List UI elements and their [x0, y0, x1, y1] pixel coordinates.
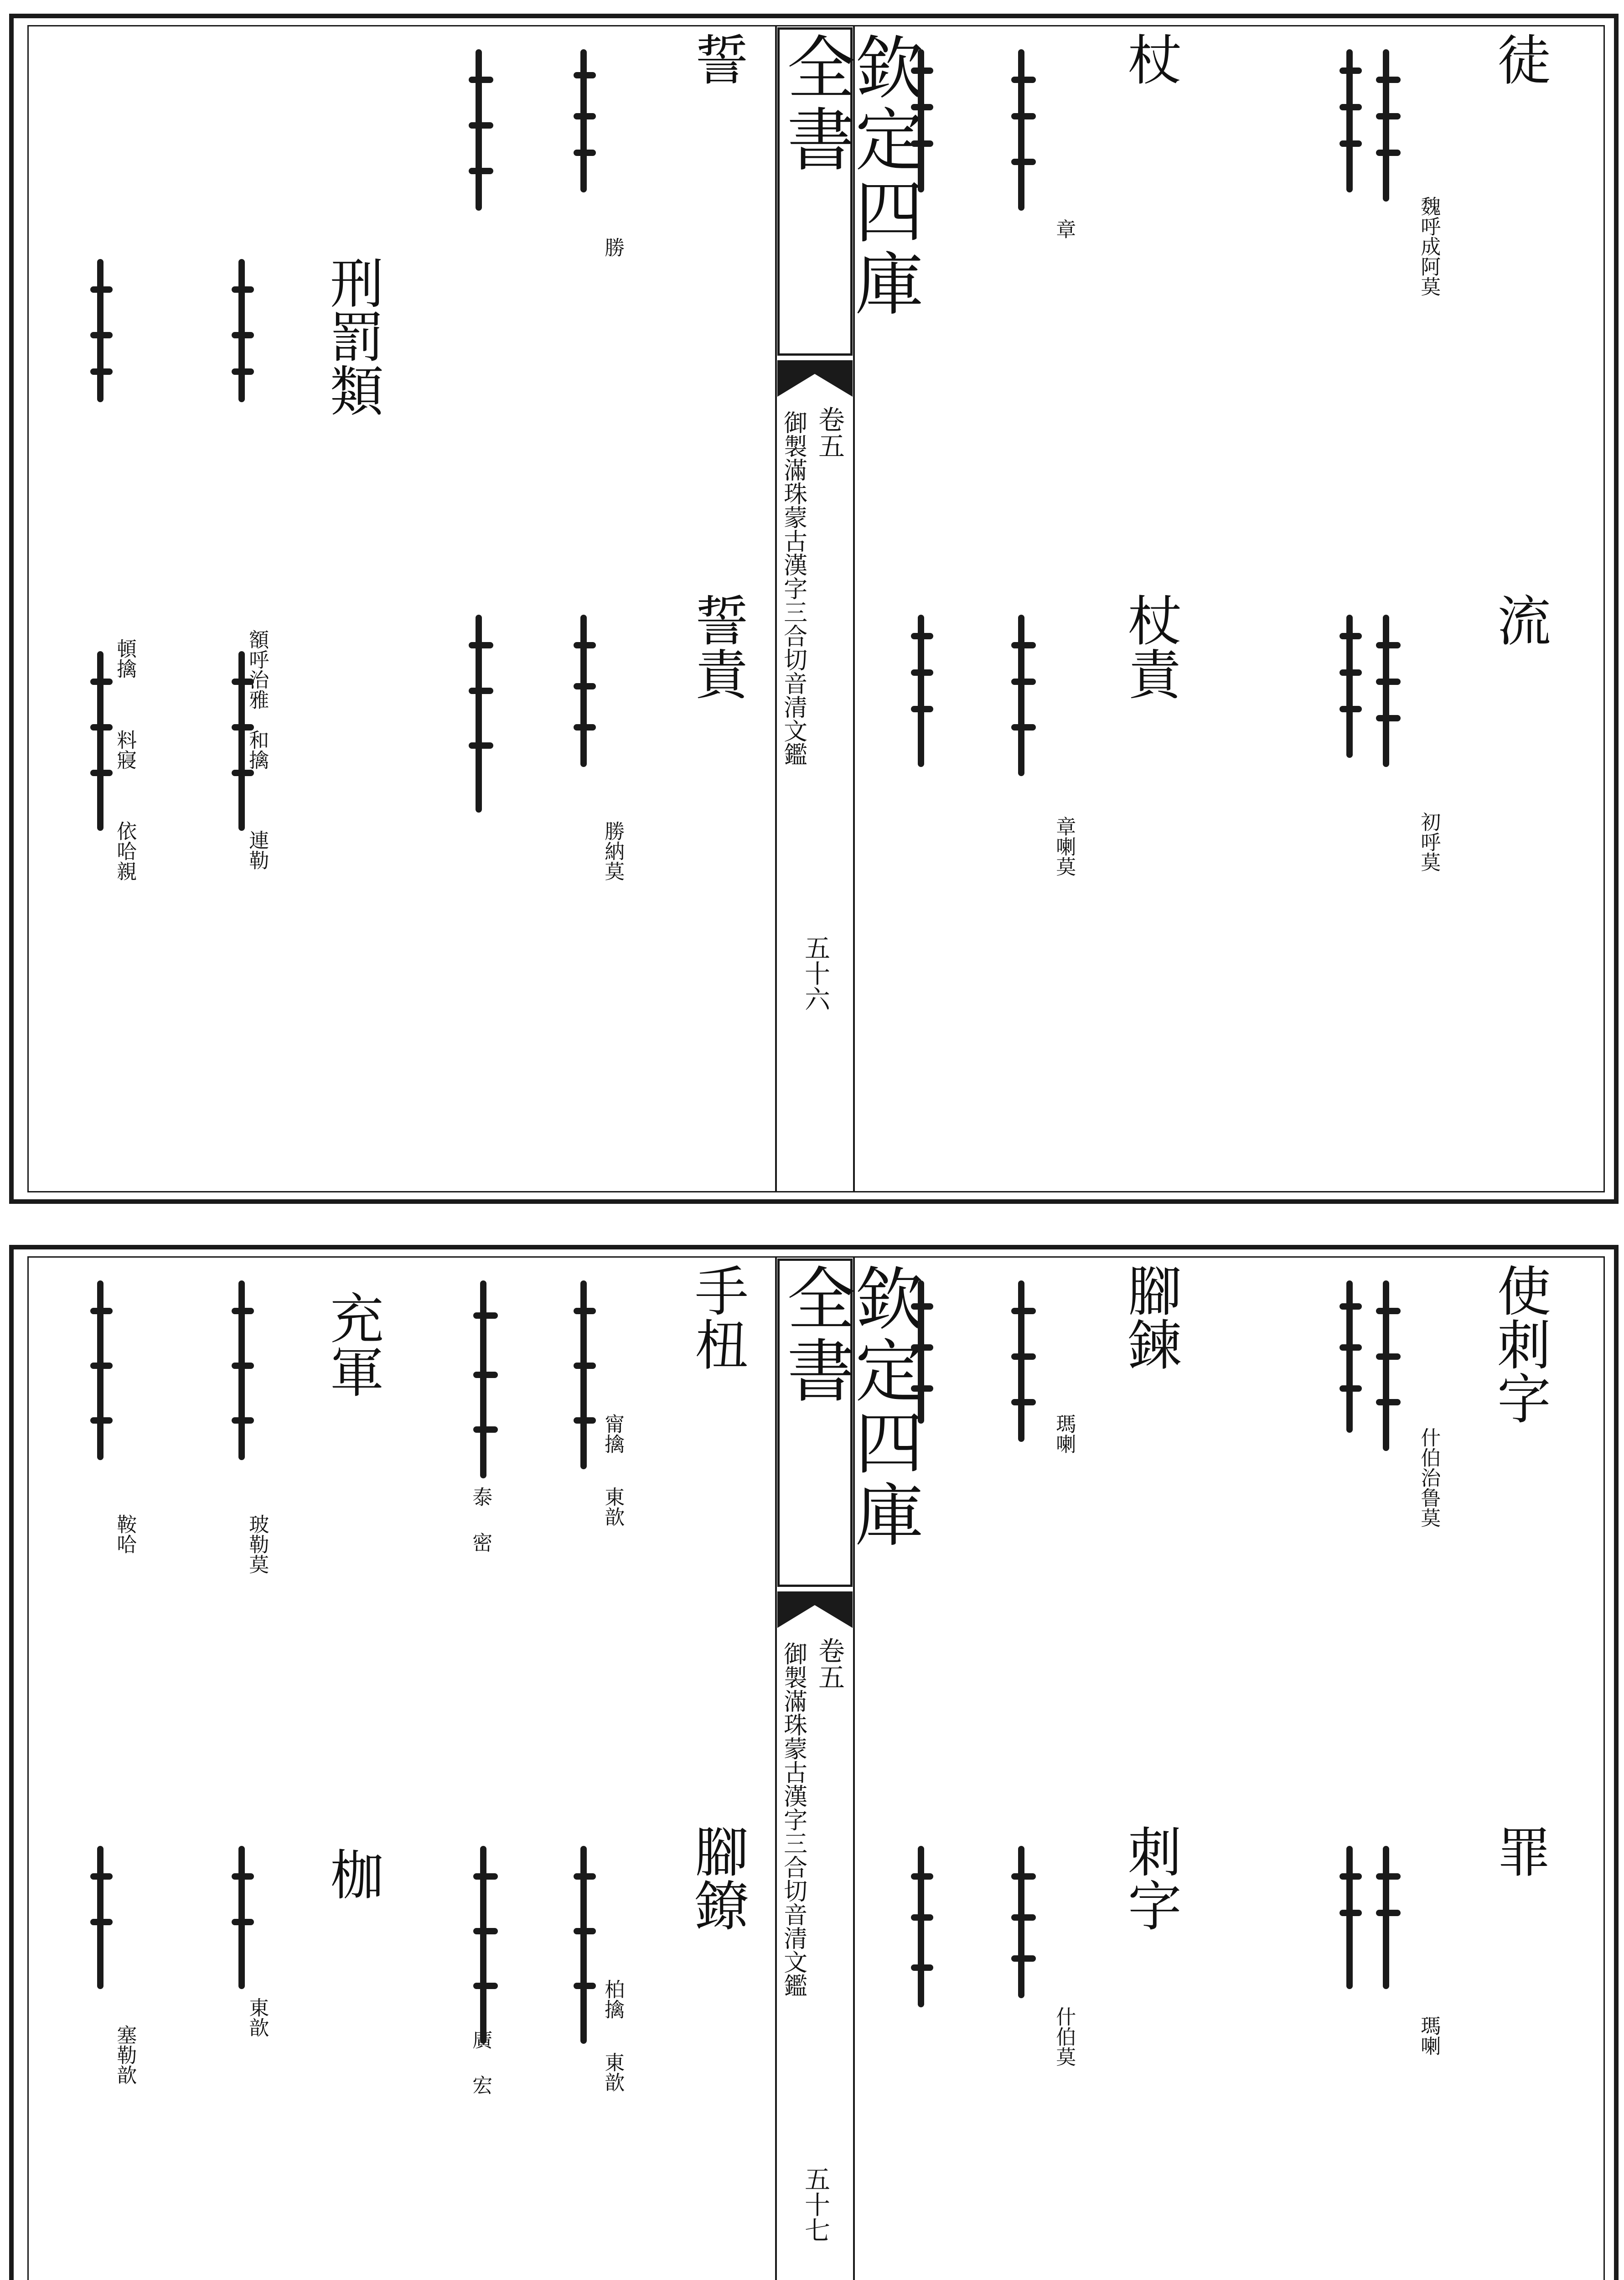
bottom-note-12: 宏	[469, 2075, 492, 2095]
bottom-note-2: 瑪喇	[1417, 2016, 1441, 2056]
top-note-11: 料寢	[113, 730, 137, 770]
bottom-head-char-5: 手杻	[685, 1263, 749, 1371]
top-note-2: 初呼莫	[1417, 812, 1441, 872]
bottom-head-char-6: 腳鐐	[685, 1824, 749, 1932]
bottom-page	[0, 1231, 1624, 2280]
bottom-head-char-1: 使刺字	[1488, 1263, 1551, 1425]
top-note-5: 勝	[601, 237, 625, 257]
top-note-10: 頓擒	[113, 638, 137, 679]
bottom-head-char-7: 充軍	[321, 1290, 384, 1398]
bottom-note-5: 甯擒	[601, 1414, 625, 1454]
top-book-name: 御製滿珠蒙古漢字三合切音清文鑑	[779, 410, 807, 766]
top-note-12: 依哈親	[113, 821, 137, 881]
bottom-note-11: 廣	[469, 2029, 492, 2049]
top-head-char-5: 誓	[685, 32, 749, 86]
bottom-head-char-4: 刺字	[1118, 1824, 1182, 1932]
bottom-script-columns	[27, 1256, 1605, 2280]
top-volume-label: 卷五	[814, 406, 845, 459]
top-note-9: 連勒	[245, 830, 269, 870]
bottom-note-13: 鞍哈	[113, 1514, 137, 1554]
bottom-note-4: 什伯莫	[1052, 2006, 1076, 2067]
bottom-head-char-3: 腳鍊	[1118, 1263, 1182, 1371]
bottom-note-15: 東歆	[245, 1997, 269, 2037]
bottom-note-7: 柏擒	[601, 1979, 625, 2019]
top-note-8: 和擒	[245, 730, 269, 770]
top-head-char-6: 誓責	[685, 593, 749, 700]
top-note-6: 勝納莫	[601, 821, 625, 881]
top-head-char-2: 流	[1488, 593, 1551, 647]
bottom-note-16: 塞勒歆	[113, 2025, 137, 2085]
top-script-columns	[27, 25, 1605, 1192]
top-head-char-7: 刑罰類	[321, 255, 384, 417]
bottom-note-8: 東歆	[601, 2052, 625, 2092]
bottom-head-char-8: 枷	[321, 1847, 384, 1901]
bottom-page-number: 五十七	[801, 2166, 830, 2243]
top-head-char-4: 杖責	[1118, 593, 1182, 700]
bottom-head-char-2: 罪	[1488, 1824, 1551, 1878]
bottom-note-1: 什伯治鲁莫	[1417, 1427, 1441, 1528]
top-page-number: 五十六	[801, 935, 830, 1011]
top-head-char-1: 徒	[1488, 32, 1551, 86]
bottom-note-6: 東歆	[601, 1487, 625, 1527]
top-note-1: 魏呼成阿莫	[1417, 196, 1441, 296]
bottom-note-3: 瑪喇	[1052, 1414, 1076, 1454]
bottom-note-14: 玻勒莫	[245, 1514, 269, 1574]
bottom-note-9: 泰	[469, 1487, 492, 1507]
top-book-title: 欽定四庫全書	[775, 32, 923, 320]
bottom-note-10: 密	[469, 1532, 492, 1552]
top-note-7: 額呼治雅	[245, 629, 269, 710]
bottom-book-name: 御製滿珠蒙古漢字三合切音清文鑑	[779, 1642, 807, 1997]
top-note-4: 章喇莫	[1052, 816, 1076, 876]
top-note-3: 章	[1052, 219, 1076, 239]
bottom-volume-label: 卷五	[814, 1637, 845, 1690]
top-head-char-3: 杖	[1118, 32, 1182, 86]
bottom-book-title: 欽定四庫全書	[775, 1263, 923, 1551]
